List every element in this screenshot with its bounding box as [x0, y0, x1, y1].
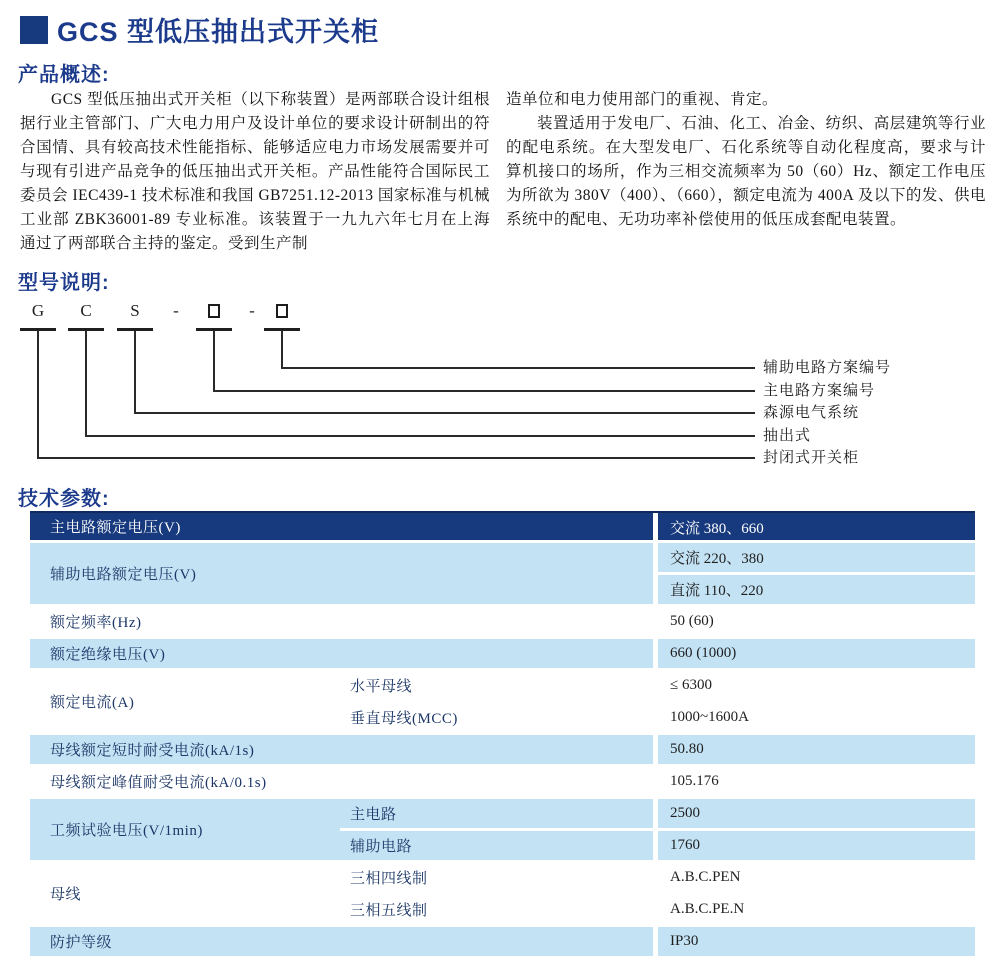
table-row — [30, 607, 975, 636]
callout-line-horizontal — [281, 367, 755, 369]
model-box-symbol — [276, 301, 288, 321]
callout-line-horizontal — [134, 412, 755, 414]
row-divider — [340, 892, 975, 895]
callout-line-vertical — [85, 331, 87, 437]
model-heading: 型号说明: — [18, 272, 110, 294]
row-divider — [653, 572, 975, 575]
page-title-bar — [20, 10, 379, 49]
row-label: 主电路额定电压(V) — [50, 520, 181, 536]
row-sub-label: 水平母线 — [350, 679, 413, 695]
overview-paragraph-right-1: 造单位和电力使用部门的重视、肯定。 — [506, 91, 779, 108]
row-value: 105.176 — [670, 773, 719, 789]
table-row — [30, 799, 975, 860]
callout-line-horizontal — [85, 435, 755, 437]
table-row — [30, 767, 975, 796]
model-symbol: - — [173, 301, 179, 320]
model-callout-label: 辅助电路方案编号 — [763, 360, 892, 376]
row-sub-label: 主电路 — [350, 807, 397, 823]
overview-paragraph-left: GCS 型低压抽出式开关柜（以下称装置）是两部联合设计组根据行业主管部门、广大电力用户及设计单位的要求设计研制出的符合国情、具有较高技术性能指标、能够适应电力市场发展需要并可与现有引进产品竞争的低压抽出式开关柜。产品性能符合国际民工委员会 IEC439-1 技术标准和我国 GB7251.12-2013 国家标准与机械工业部 ZBK36001-89 专业标准。该装置于一九九六年七月在上海通过了两部联合主持的鉴定。受到生产制 — [20, 91, 491, 252]
model-symbol: G — [31, 301, 45, 320]
row-sub-label: 垂直母线(MCC) — [350, 711, 458, 727]
page-title: GCS 型低压抽出式开关柜 — [57, 17, 380, 47]
row-value: 1760 — [670, 837, 700, 853]
overview-paragraph-right-2: 装置适用于发电厂、石油、化工、冶金、纺织、高层建筑等行业的配电系统。在大型发电厂、石化系统等自动化程度高，要求与计算机接口的场所，作为三相交流频率为 50（60）Hz、额定工作电压为所欲为 380V（400）、（660），额定电流为 400A 及以下的发、供电系统中的配电、无功功率补偿使用的低压成套配电装置。 — [506, 115, 986, 228]
row-sub-label: 三相四线制 — [350, 871, 428, 887]
title-square-icon — [20, 16, 48, 44]
table-row — [30, 927, 975, 956]
row-value: 1000~1600A — [670, 709, 749, 725]
callout-line-vertical — [281, 331, 283, 369]
callout-line-vertical — [213, 331, 215, 392]
row-value: 交流 380、660 — [670, 521, 764, 537]
model-symbol: S — [130, 301, 140, 320]
specs-heading: 技术参数: — [18, 488, 110, 510]
row-value: 50.80 — [670, 741, 704, 757]
row-label: 额定频率(Hz) — [50, 615, 142, 631]
row-sub-label: 辅助电路 — [350, 839, 413, 855]
table-row — [30, 863, 975, 924]
table-row — [30, 735, 975, 764]
row-label: 母线额定短时耐受电流(kA/1s) — [50, 743, 255, 759]
callout-line-horizontal — [213, 390, 755, 392]
row-value: 660 (1000) — [670, 645, 737, 661]
row-label: 母线额定峰值耐受电流(kA/0.1s) — [50, 775, 267, 791]
callout-line-vertical — [37, 331, 39, 459]
table-row — [30, 543, 975, 604]
row-label: 额定电流(A) — [50, 695, 135, 711]
model-callout-label: 封闭式开关柜 — [763, 450, 860, 466]
overview-left-column — [20, 88, 490, 256]
model-box-symbol — [208, 301, 220, 321]
model-designation-diagram — [0, 296, 990, 482]
callout-line-horizontal — [37, 457, 755, 459]
row-value: A.B.C.PE.N — [670, 901, 745, 917]
row-value: 交流 220、380 — [670, 551, 764, 567]
table-row — [30, 671, 975, 732]
row-divider — [340, 828, 975, 831]
overview-right-column — [506, 88, 986, 256]
row-value: 直流 110、220 — [670, 583, 764, 599]
callout-line-vertical — [134, 331, 136, 414]
model-symbol: C — [80, 301, 92, 320]
model-callout-label: 主电路方案编号 — [763, 383, 876, 399]
row-label: 母线 — [50, 887, 82, 903]
table-row — [30, 639, 975, 668]
row-value: ≤ 6300 — [670, 677, 712, 693]
row-value: 50 (60) — [670, 613, 714, 629]
model-callout-label: 抽出式 — [763, 428, 812, 444]
specs-table — [30, 511, 975, 959]
row-label: 辅助电路额定电压(V) — [50, 567, 197, 583]
row-value: IP30 — [670, 933, 699, 949]
row-value: A.B.C.PEN — [670, 869, 741, 885]
overview-columns — [20, 88, 986, 256]
overview-heading: 产品概述: — [18, 64, 110, 86]
row-sub-label: 三相五线制 — [350, 903, 428, 919]
row-label: 防护等级 — [50, 935, 113, 951]
row-label: 额定绝缘电压(V) — [50, 647, 166, 663]
model-symbol: - — [249, 301, 255, 320]
model-callout-label: 森源电气系统 — [763, 405, 860, 421]
row-label: 工频试验电压(V/1min) — [50, 823, 203, 839]
table-row — [30, 511, 975, 540]
row-divider — [340, 700, 975, 703]
row-value: 2500 — [670, 805, 700, 821]
